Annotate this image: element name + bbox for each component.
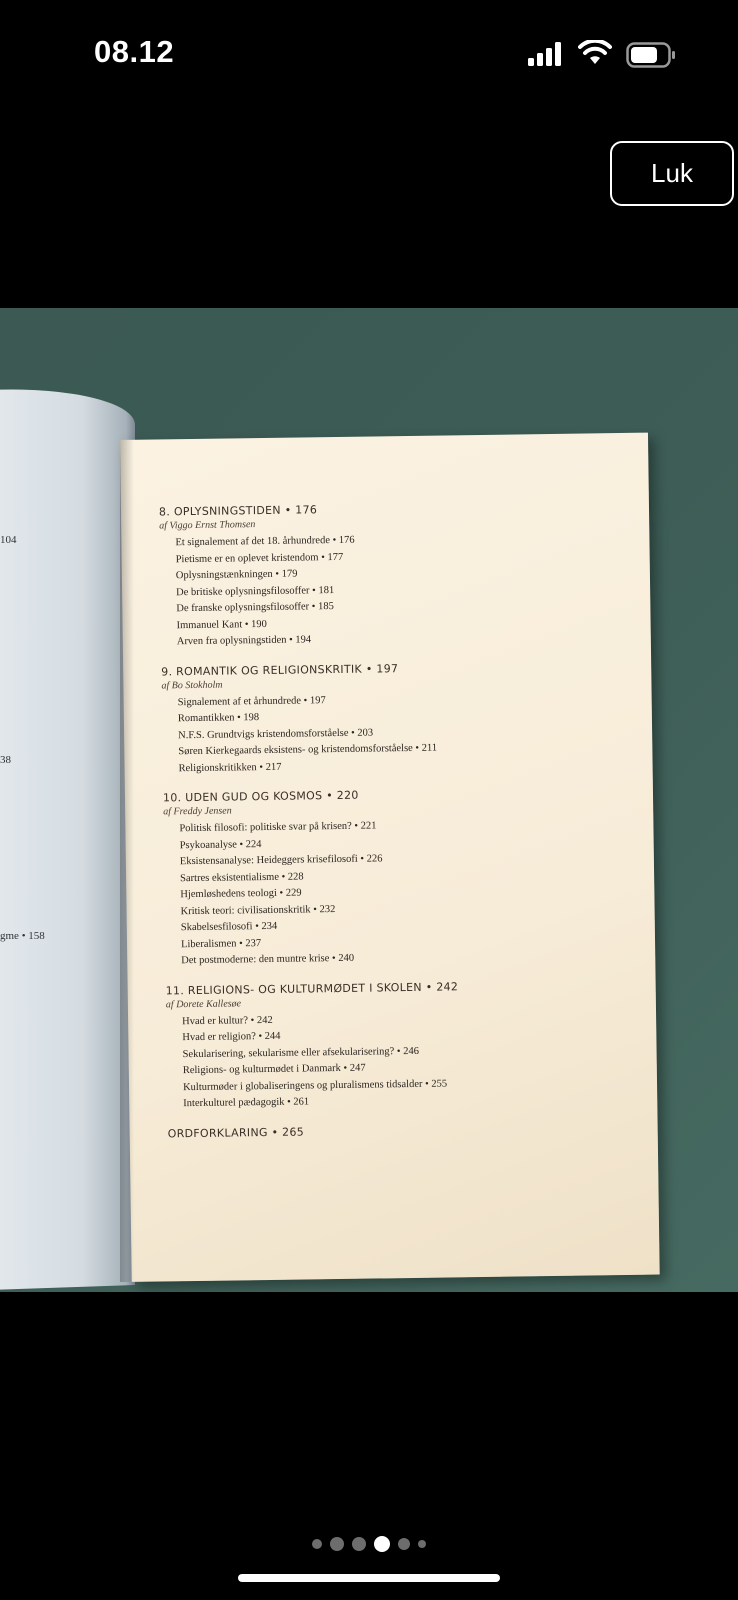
toc-entry: Oplysningstænkningen • 179 [175, 568, 298, 582]
page-dot [374, 1536, 390, 1552]
left-page-fragment: gme • 158 [0, 930, 45, 942]
toc-entry: Politisk filosofi: politiske svar på krisen? • 221 [179, 820, 377, 835]
chapter-author: af Freddy Jensen [163, 805, 232, 818]
chapter-title: 8. OPLYSNINGSTIDEN • 176 [158, 503, 318, 519]
toc-entry: Kritisk teori: civilisationskritik • 232 [180, 903, 336, 917]
toc-entry: Interkulturel pædagogik • 261 [183, 1096, 310, 1110]
wifi-icon [578, 40, 612, 66]
toc-chapter [163, 785, 635, 970]
toc-entry: Romantikken • 198 [177, 712, 260, 725]
home-indicator [238, 1574, 500, 1582]
book-photo [0, 308, 738, 1292]
toc-entry: Søren Kierkegaards eksistens- og kristendomsforståelse • 211 [178, 742, 438, 758]
toc-entry: Det postmoderne: den muntre krise • 240 [181, 952, 355, 967]
toc-entry: N.F.S. Grundtvigs kristendomsforståelse • 203 [178, 726, 374, 741]
chapter-author: af Dorete Kallesøe [165, 997, 242, 1010]
toc-entry: Eksistensanalyse: Heideggers krisefilosofi • 226 [179, 853, 383, 868]
page-indicator [0, 1534, 738, 1554]
toc-entry: Et signalement af det 18. århundrede • 176 [175, 534, 355, 549]
left-book-page [0, 385, 135, 1291]
toc-entry: Religionskritikken • 217 [178, 761, 282, 774]
toc-entry: Immanuel Kant • 190 [176, 618, 267, 631]
close-button[interactable]: Luk [610, 141, 734, 206]
toc-entry: Liberalismen • 237 [180, 937, 262, 950]
page-dot [418, 1540, 426, 1548]
toc-entry: Psykoanalyse • 224 [179, 838, 262, 851]
chapter-author: af Bo Stokholm [161, 679, 223, 691]
right-book-page [120, 433, 660, 1282]
page-dot [398, 1538, 410, 1550]
toc-entry: Hjemløshedens teologi • 229 [180, 887, 302, 901]
page-dot [330, 1537, 344, 1551]
toc-entry: Signalement af et århundrede • 197 [177, 694, 326, 708]
toc-entry: Sekularisering, sekularisme eller afsekularisering? • 246 [182, 1045, 419, 1060]
status-time: 08.12 [94, 34, 175, 69]
toc-entry: Kulturmøder i globaliseringens og pluralismens tidsalder • 255 [182, 1077, 448, 1093]
toc-entry: Hvad er kultur? • 242 [182, 1014, 273, 1027]
page-dot [352, 1537, 366, 1551]
toc-entry: Pietisme er en oplevet kristendom • 177 [175, 551, 344, 565]
toc-entry: De britiske oplysningsfilosoffer • 181 [176, 584, 335, 598]
chapter-author: af Viggo Ernst Thomsen [159, 519, 256, 532]
battery-icon [626, 42, 676, 68]
toc-chapter [159, 499, 631, 651]
page-gutter-shadow [120, 440, 134, 1282]
toc-entry: Sartres eksistentialisme • 228 [180, 870, 304, 884]
table-of-contents [159, 499, 638, 1154]
chapter-title: 11. RELIGIONS- OG KULTURMØDET I SKOLEN • 242 [165, 979, 459, 997]
toc-entry: Skabelsesfilosofi • 234 [180, 920, 278, 934]
page-dot [312, 1539, 322, 1549]
cellular-signal-icon [528, 42, 564, 66]
left-page-fragment: 38 [0, 754, 11, 766]
chapter-title: 10. UDEN GUD OG KOSMOS • 220 [162, 788, 359, 805]
toc-chapter [161, 658, 633, 777]
chapter-title: ORDFORKLARING • 265 [167, 1124, 305, 1140]
toc-chapter [168, 1120, 638, 1140]
toc-chapter [166, 977, 638, 1113]
toc-entry: De franske oplysningsfilosoffer • 185 [176, 601, 334, 615]
left-page-fragment: 104 [0, 534, 17, 546]
chapter-title: 9. ROMANTIK OG RELIGIONSKRITIK • 197 [161, 661, 399, 678]
toc-entry: Hvad er religion? • 244 [182, 1030, 281, 1044]
status-bar [0, 0, 738, 100]
toc-entry: Arven fra oplysningstiden • 194 [176, 634, 312, 648]
toc-entry: Religions- og kulturmødet i Danmark • 247 [182, 1062, 366, 1077]
